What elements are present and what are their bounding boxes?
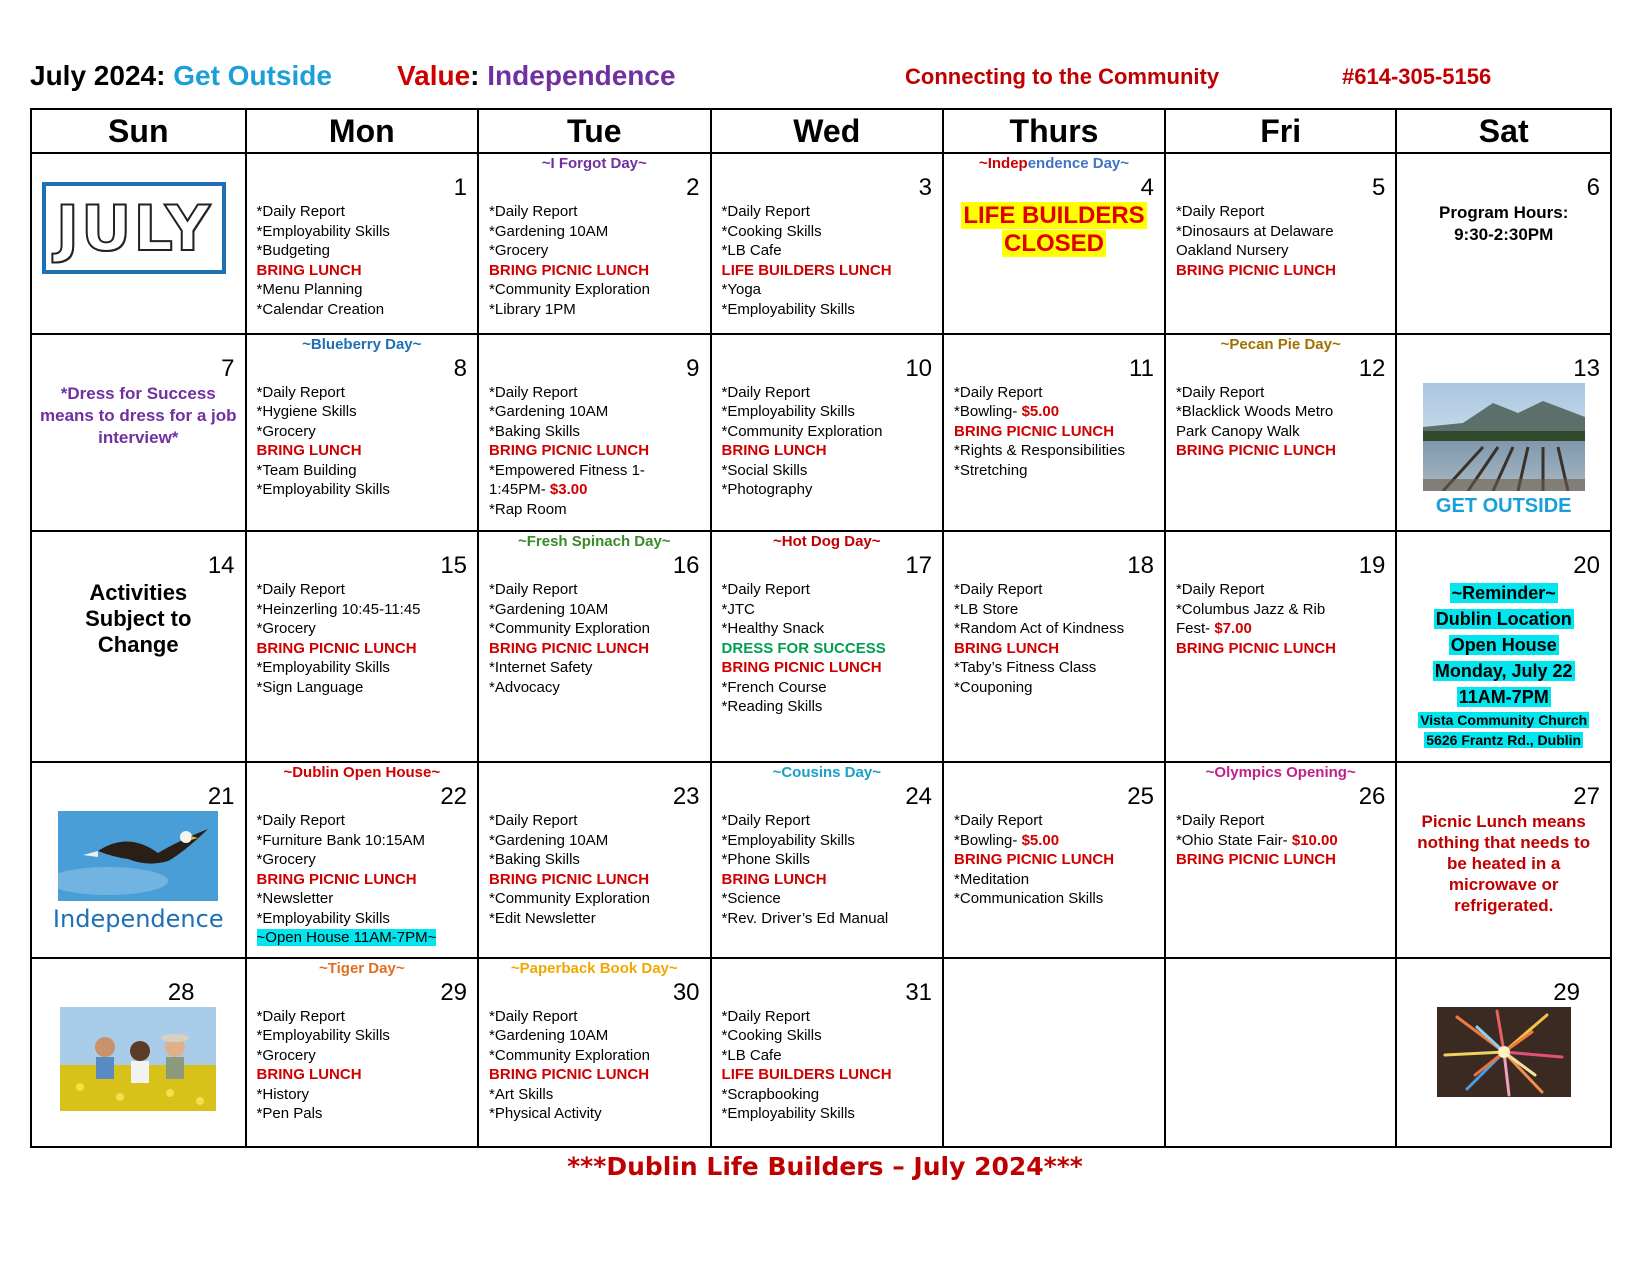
list-item: *Bowling- $5.00 [954,403,1060,421]
activity-list [1166,811,1395,870]
list-item: BRING PICNIC LUNCH [954,422,1115,440]
list-item: *Hygiene Skills [256,403,357,421]
day-cell-empty-fri [1165,958,1396,1147]
calendar-grid [30,108,1612,1148]
day-cell-27 [1396,762,1611,958]
list-item: *Empowered Fitness 1- [489,461,645,479]
week-row-4 [31,762,1611,958]
list-item: BRING PICNIC LUNCH [489,870,650,888]
list-item: *Gardening 10AM [489,1027,609,1045]
day-number: 29 [440,978,468,1006]
list-item: *Columbus Jazz & Rib [1175,600,1326,618]
list-item: *Daily Report [1175,812,1265,830]
open-house-reminder: ~Reminder~ Dublin Location Open House Monday, July 22 11AM-7PM Vista Community Church 5626 Frantz Rd., Dublin [1420,583,1588,749]
weekday-header-row [31,109,1611,153]
list-item: *Grocery [489,242,549,260]
list-item: *LB Cafe [721,242,782,260]
list-item: *Edit Newsletter [489,909,596,927]
day-cell-31 [711,958,944,1147]
list-item: *Daily Report [489,1007,578,1025]
list-item: *Daily Report [954,812,1043,830]
list-item: *Rev. Driver’s Ed Manual [721,909,889,927]
footer-title: ***Dublin Life Builders – July 2024*** [567,1152,1083,1181]
list-item: *Daily Report [721,812,810,830]
list-item: *Baking Skills [489,422,580,440]
day-theme: ~Olympics Opening~ [1205,764,1356,782]
day-theme: ~Paperback Book Day~ [510,959,678,977]
list-item: Fest- $7.00 [1175,620,1252,638]
activity-list [944,383,1164,481]
list-item: *Daily Report [954,383,1043,401]
list-item: BRING PICNIC LUNCH [1175,851,1336,869]
day-cell-7 [31,334,246,531]
list-item: *Gardening 10AM [489,403,609,421]
list-item: BRING LUNCH [721,870,827,888]
list-item: BRING PICNIC LUNCH [256,870,417,888]
day-theme: ~Hot Dog Day~ [773,533,881,551]
day-cell-5 [1165,153,1396,334]
list-item: LIFE BUILDERS LUNCH [721,1066,892,1084]
list-item: *Daily Report [721,581,810,599]
list-item: *Budgeting [256,242,330,260]
independence-caption: Independence [52,905,224,934]
activity-list [247,811,478,948]
theme-label: Get Outside [173,60,332,91]
list-item: *Gardening 10AM [489,222,609,240]
list-item: BRING LUNCH [721,442,827,460]
week-row-1 [31,153,1611,334]
day-cell-14 [31,531,246,762]
day-number: 11 [1129,354,1154,382]
day-number: 7 [221,354,235,382]
list-item: *Grocery [256,851,316,869]
day-number: 31 [905,978,933,1006]
weekday-fri: Fri [1165,109,1396,153]
day-cell-28 [31,958,246,1147]
day-cell-10 [711,334,944,531]
day-number: 10 [905,354,933,382]
list-item: *Grocery [256,422,316,440]
list-item: *Daily Report [954,581,1043,599]
day-number: 22 [440,783,468,811]
day-theme: ~Cousins Day~ [772,764,881,782]
activity-list [479,580,710,697]
day-theme: ~Independence Day~ [978,155,1130,173]
list-item: BRING LUNCH [256,1066,362,1084]
list-item: *Cooking Skills [721,1027,822,1045]
activity-list [247,580,478,697]
list-item: *Random Act of Kindness [954,620,1125,638]
day-cell-15 [246,531,479,762]
list-item: *Employability Skills [721,1105,855,1123]
week-row-5 [31,958,1611,1147]
list-item: *Community Exploration [489,890,650,908]
week-row-2 [31,334,1611,531]
day-cell-23 [478,762,711,958]
list-item: *Daily Report [256,812,345,830]
list-item: *Employability Skills [256,659,390,677]
list-item: *Rights & Responsibilities [954,442,1125,460]
list-item: Oakland Nursery [1175,242,1289,260]
day-number: 14 [207,552,235,580]
list-item: *Baking Skills [489,851,580,869]
list-item: *Employability Skills [721,300,855,318]
day-number: 4 [1140,174,1154,202]
list-item: *Daily Report [256,581,345,599]
list-item: *Reading Skills [721,698,823,716]
list-item: *Employability Skills [256,1027,390,1045]
list-item: *Science [721,890,781,908]
activity-list [479,811,710,928]
day-cell-26 [1165,762,1396,958]
list-item: Park Canopy Walk [1175,422,1300,440]
eagle-photo [58,811,218,901]
day-number: 29 [1553,978,1580,1006]
activity-list [1166,580,1395,658]
lake-dock-photo [1423,383,1585,491]
day-cell-11 [943,334,1165,531]
list-item: BRING LUNCH [256,442,362,460]
day-cell-6 [1396,153,1611,334]
day-cell-sat-last [1396,958,1611,1147]
value-text: Independence [487,60,676,91]
list-item: *Heinzerling 10:45-11:45 [256,600,421,618]
list-item: *Employability Skills [721,831,855,849]
list-item: BRING LUNCH [954,639,1060,657]
list-item: BRING PICNIC LUNCH [721,659,882,677]
activity-list [712,580,943,717]
activities-note: Activities Subject to Change [85,580,192,658]
day-theme: ~I Forgot Day~ [541,155,647,173]
header-value: Value: Independence [397,60,676,91]
july-graphic: JULY [42,182,226,274]
day-cell-1 [246,153,479,334]
day-cell-22 [246,762,479,958]
list-item: *Daily Report [721,203,810,221]
list-item: *LB Store [954,600,1019,618]
list-item: *Community Exploration [721,422,883,440]
list-item: *Blacklick Woods Metro [1175,403,1334,421]
day-number: 26 [1358,783,1386,811]
list-item: BRING PICNIC LUNCH [489,639,650,657]
day-cell-8 [246,334,479,531]
day-cell-empty-thu [943,958,1165,1147]
list-item: *Phone Skills [721,851,810,869]
list-item: *Daily Report [721,1007,810,1025]
day-theme: ~Pecan Pie Day~ [1220,335,1341,353]
day-number: 20 [1573,552,1600,580]
list-item: BRING PICNIC LUNCH [1175,442,1336,460]
list-item: *Library 1PM [489,300,576,318]
list-item: *Daily Report [1175,581,1265,599]
weekday-thu: Thurs [943,109,1165,153]
week-row-3 [31,531,1611,762]
day-theme: ~Tiger Day~ [318,959,405,977]
list-item: *Pen Pals [256,1105,323,1123]
day-number: 27 [1573,783,1600,811]
list-item: *Menu Planning [256,281,363,299]
activity-list [1166,202,1395,280]
day-cell-3 [711,153,944,334]
list-item: BRING PICNIC LUNCH [954,851,1115,869]
list-item: BRING PICNIC LUNCH [489,261,650,279]
day-cell-18 [943,531,1165,762]
list-item: *Taby’s Fitness Class [954,659,1097,677]
day-cell-20 [1396,531,1611,762]
list-item: *Daily Report [256,383,345,401]
day-number: 19 [1358,552,1386,580]
list-item: *Photography [721,481,813,499]
list-item: *Employability Skills [256,481,390,499]
day-cell-blank-sun-1 [31,153,246,334]
day-number: 2 [686,174,700,202]
list-item: *Team Building [256,461,357,479]
day-cell-16 [478,531,711,762]
day-number: 25 [1127,783,1154,811]
activity-list [712,202,943,319]
day-number: 12 [1358,354,1386,382]
weekday-tue: Tue [478,109,711,153]
list-item: *Scrapbooking [721,1085,820,1103]
day-cell-24 [711,762,944,958]
weekday-wed: Wed [711,109,944,153]
list-item: *Healthy Snack [721,620,825,638]
list-item: *Grocery [256,1046,316,1064]
day-number: 8 [453,354,468,382]
list-item: *Meditation [954,870,1030,888]
list-item: *Dinosaurs at Delaware [1175,222,1334,240]
list-item: *Grocery [256,620,316,638]
list-item: BRING PICNIC LUNCH [1175,261,1336,279]
list-item: *Daily Report [489,581,578,599]
list-item: *Physical Activity [489,1105,602,1123]
list-item: DRESS FOR SUCCESS [721,639,886,657]
list-item: *Daily Report [489,812,578,830]
day-number: 5 [1372,174,1386,202]
list-item: *Social Skills [721,461,808,479]
weekday-mon: Mon [246,109,479,153]
list-item: *Couponing [954,678,1033,696]
day-number: 9 [686,354,700,382]
list-item: BRING LUNCH [256,261,362,279]
list-item: *Gardening 10AM [489,831,609,849]
list-item: *Ohio State Fair- $10.00 [1175,831,1338,849]
day-cell-29 [246,958,479,1147]
list-item: *Internet Safety [489,659,593,677]
dress-note: *Dress for Success means to dress for a job interview* [40,383,237,447]
day-number: 1 [453,174,468,202]
list-item: *Daily Report [1175,383,1265,401]
activity-list [944,811,1164,909]
list-item: *Community Exploration [489,620,650,638]
day-cell-2 [478,153,711,334]
list-item: *Yoga [721,281,762,299]
day-number: 21 [207,783,235,811]
activity-list [247,1007,478,1124]
day-theme: ~Fresh Spinach Day~ [517,533,671,551]
list-item: *Communication Skills [954,890,1104,908]
picnic-lunch-note: Picnic Lunch means nothing that needs to be heated in a microwave or refrigerated. [1417,812,1591,916]
list-item: *French Course [721,678,827,696]
day-number: 23 [672,783,700,811]
month-label: July 2024 [30,60,157,91]
list-item: *Daily Report [256,1007,345,1025]
list-item: *Rap Room [489,500,567,518]
list-item: *Employability Skills [256,909,390,927]
day-number: 28 [167,978,195,1006]
list-item: *Calendar Creation [256,300,385,318]
activity-list [247,202,478,319]
day-cell-21 [31,762,246,958]
list-item: *Bowling- $5.00 [954,831,1060,849]
activity-list [247,383,478,500]
list-item: *Stretching [954,461,1028,479]
day-cell-25 [943,762,1165,958]
list-item: *Daily Report [489,203,578,221]
get-outside-caption: GET OUTSIDE [1435,494,1572,517]
day-theme: ~Blueberry Day~ [302,335,422,353]
activity-list [1166,383,1395,461]
list-item: *Daily Report [489,383,578,401]
day-cell-13 [1396,334,1611,531]
list-item: *Cooking Skills [721,222,822,240]
day-number: 15 [440,552,468,580]
day-cell-17 [711,531,944,762]
day-number: 18 [1127,552,1154,580]
program-hours: Program Hours: 9:30-2:30PM [1438,203,1569,245]
day-cell-19 [1165,531,1396,762]
header-phone: #614-305-5156 [1342,64,1492,89]
list-item: *Community Exploration [489,281,650,299]
list-item: *Employability Skills [256,222,390,240]
list-item: *Gardening 10AM [489,600,609,618]
list-item: *Employability Skills [721,403,855,421]
day-number: 6 [1586,174,1600,202]
day-number: 3 [918,174,933,202]
day-number: 17 [905,552,933,580]
day-cell-9 [478,334,711,531]
activity-list [712,811,943,928]
list-item: BRING PICNIC LUNCH [489,442,650,460]
list-item: *JTC [721,600,755,618]
list-item: *LB Cafe [721,1046,782,1064]
list-item: *Newsletter [256,890,334,908]
value-label: Value [397,60,471,91]
header-month-theme: July 2024: Get Outside [30,60,332,91]
list-item: ~Open House 11AM-7PM~ [256,929,437,947]
list-item: LIFE BUILDERS LUNCH [721,261,892,279]
day-cell-30 [478,958,711,1147]
list-item: BRING PICNIC LUNCH [256,639,417,657]
list-item: *Art Skills [489,1085,554,1103]
list-item: 1:45PM- $3.00 [489,481,588,499]
day-number: 16 [672,552,700,580]
list-item: *Daily Report [1175,203,1265,221]
day-theme: ~Dublin Open House~ [283,764,441,782]
activity-list [479,202,710,319]
weekday-sun: Sun [31,109,246,153]
closed-notice: LIFE BUILDERS CLOSED [963,202,1145,258]
weekday-sat: Sat [1396,109,1611,153]
list-item: *Community Exploration [489,1046,650,1064]
activity-list [479,1007,710,1124]
day-number: 30 [672,978,700,1006]
header-tagline: Connecting to the Community [905,64,1220,89]
day-number: 24 [905,783,933,811]
activity-list [479,383,710,520]
list-item: BRING PICNIC LUNCH [489,1066,650,1084]
day-cell-4 [943,153,1165,334]
list-item: *Daily Report [256,203,345,221]
list-item: *Advocacy [489,678,560,696]
list-item: BRING PICNIC LUNCH [1175,639,1336,657]
list-item: *Sign Language [256,678,364,696]
day-cell-12 [1165,334,1396,531]
list-item: *History [256,1085,310,1103]
day-number: 13 [1573,354,1600,382]
list-item: *Furniture Bank 10:15AM [256,831,425,849]
activity-list [944,580,1164,697]
friends-photo [60,1007,216,1111]
fireworks-photo [1437,1007,1571,1097]
activity-list [712,383,943,500]
list-item: *Daily Report [721,383,810,401]
activity-list [712,1007,943,1124]
